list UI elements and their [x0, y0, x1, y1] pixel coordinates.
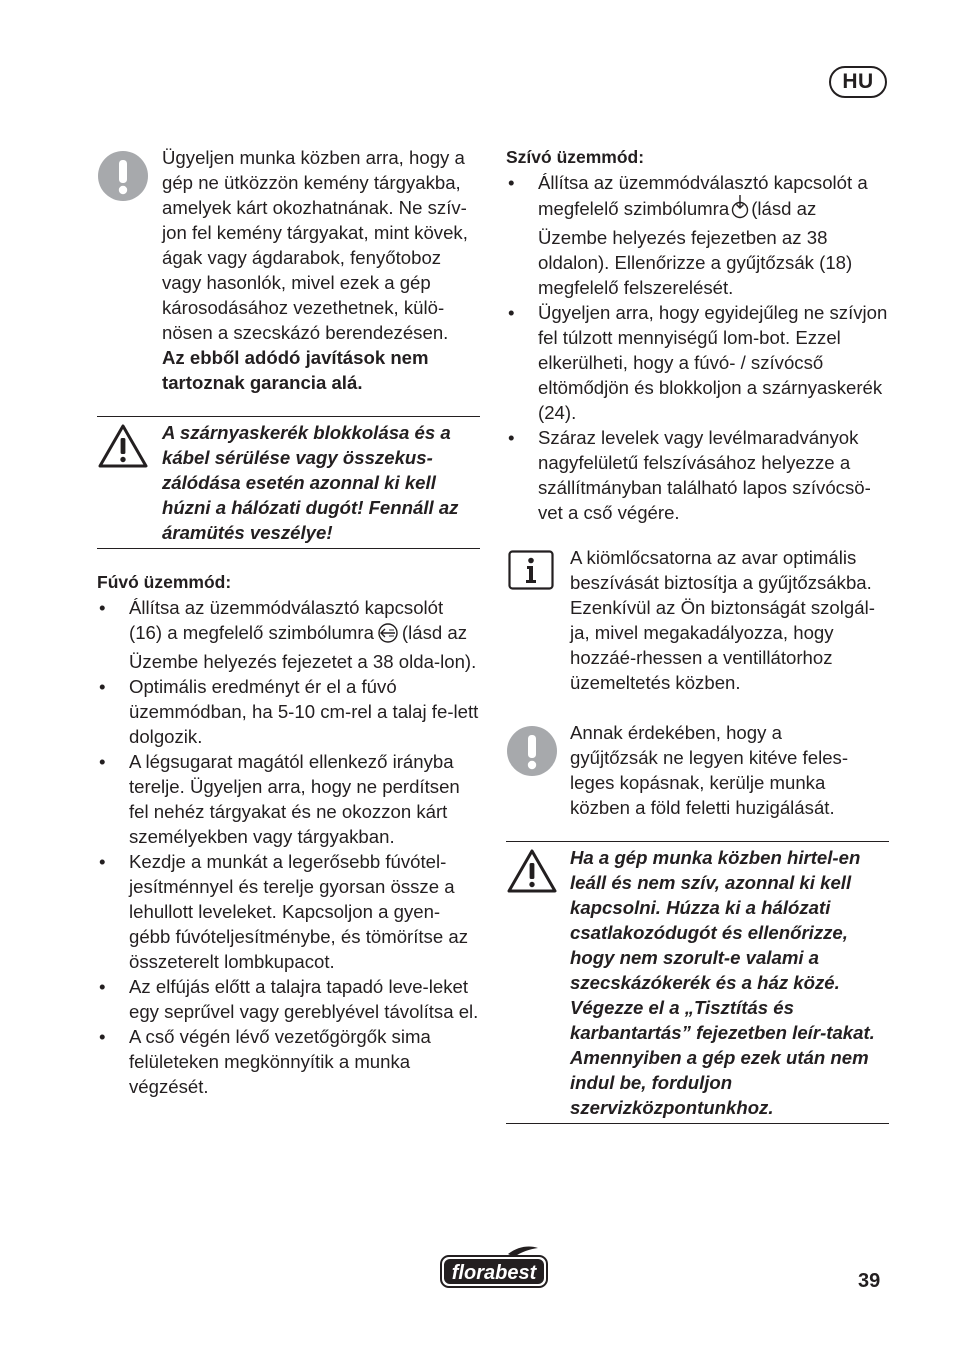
- warning-triangle-icon: [97, 423, 149, 469]
- list-item: • Kezdje a munkát a legerősebb fúvótel-jesítménnyel és terelje gyorsan össze a lehullott leveleket. Kapcsoljon a gyen-gébb fúvóteljesítménybe, és tömörítse az összeterelt lombkupacot.: [97, 849, 481, 974]
- blow-mode-symbol-icon: [376, 623, 400, 649]
- list-item-text: (lásd az Üzembe helyezés fejezetet a 38 olda-lon).: [129, 622, 477, 672]
- page-number: 39: [858, 1270, 881, 1292]
- warning-machine-stops: Ha a gép munka közben hirtel-en leáll és nem szív, azonnal ki kell kapcsolni. Húzza ki a hálózati csatlakozódugót és ellenőrizze, hogy nem szorult-e valami a szecskázókerék és a ház közé. Végezze el a „Tisztítás és karbantartás” fejezetben leír-takat. Amennyiben a gép ezek után nem indul be, forduljon szervizközpontunkhoz.: [570, 847, 875, 1118]
- exclamation-circle-icon: [506, 725, 558, 777]
- divider: [506, 841, 889, 842]
- list-item: • Az elfújás előtt a talajra tapadó leve-leket egy seprűvel vagy gereblyével távolítsa el.: [97, 974, 481, 1024]
- divider: [506, 1123, 889, 1124]
- list-item: [97, 595, 481, 674]
- language-badge: HU: [829, 66, 887, 98]
- divider: [97, 416, 480, 417]
- list-item: • Optimális eredményt ér el a fúvó üzemmódban, ha 5-10 cm-rel a talaj fe-lett dolgozik.: [97, 674, 481, 749]
- warning-impeller-block: A szárnyaskerék blokkolása és a kábel sérülése vagy összekus-zálódása esetén azonnal ki kell húzni a hálózati dugót! Fennáll az áramütés veszélye!: [162, 422, 459, 543]
- list-item-text: Állítsa az üzemmódválasztó kapcsolót a megfelelő szimbólumra: [538, 172, 868, 219]
- section-heading-blow-mode: Fúvó üzemmód:: [97, 572, 232, 592]
- list-item-text: (lásd az Üzembe helyezés fejezetben az 38 oldalon). Ellenőrizze a gyűjtőzsák (18) megfelelő felszerelését.: [538, 198, 853, 298]
- info-text: A kiömlőcsatorna az avar optimális beszívását biztosítja a gyűjtőzsákba. Ezenkívül az Ön biztonságát szolgál-ja, mivel megakadályozza, hogy hozzáé-rhessen a ventillátorhoz üzemeltetés közben.: [570, 547, 875, 693]
- list-item: [506, 170, 889, 300]
- note-hard-objects: [162, 145, 480, 395]
- brand-logo: [438, 1244, 550, 1290]
- list-item: • A cső végén lévő vezetőgörgők sima felületeken megkönnyítik a munka végzését.: [97, 1024, 481, 1099]
- suction-mode-list: [506, 170, 889, 525]
- list-item: • A légsugarat magától ellenkező irányba terelje. Ügyeljen arra, hogy ne perdítsen fel nehéz tárgyakat és ne okozzon kárt személyekben vagy tárgyakban.: [97, 749, 481, 849]
- suction-mode-symbol-icon: [731, 195, 749, 225]
- blow-mode-list: [97, 595, 481, 1099]
- list-item-text: Állítsa az üzemmódválasztó kapcsolót (16) a megfelelő szimbólumra: [129, 597, 444, 643]
- info-icon: [508, 550, 554, 590]
- list-item: • Száraz levelek vagy levélmaradványok nagyfelületű felszívásához helyezze a szállítmányban található lapos szívócsö-vet a cső végére.: [506, 425, 889, 525]
- note-bag-wear: Annak érdekében, hogy a gyűjtőzsák ne legyen kitéve feles-leges kopásnak, kerülje munka közben a föld feletti huzigálását.: [570, 722, 849, 818]
- divider: [97, 548, 480, 549]
- note-warranty-text: Az ebből adódó javítások nem tartoznak garancia alá.: [162, 347, 429, 393]
- brand-name: florabest: [451, 1262, 537, 1284]
- section-heading-suction-mode: Szívó üzemmód:: [506, 147, 645, 167]
- exclamation-circle-icon: [97, 150, 149, 202]
- warning-triangle-icon: [506, 848, 558, 894]
- list-item: • Ügyeljen arra, hogy egyidejűleg ne szívjon fel túlzott mennyiségű lom-bot. Ezzel elkerülheti, hogy a fúvó- / szívócső eltömődjön és blokkoljon a szárnyaskerék (24).: [506, 300, 889, 425]
- note-text: Ügyeljen munka közben arra, hogy a gép ne ütközzön kemény tárgyakba, amelyek kárt okozhatnának. Ne szív-jon fel kemény tárgyakat, mint kövek, ágak vagy ágdarabok, fenyőtoboz vagy hasonlók, mivel ezek a gép károsodásához vezethetnek, külö-nösen a szecskázó berendezésen.: [162, 147, 468, 343]
